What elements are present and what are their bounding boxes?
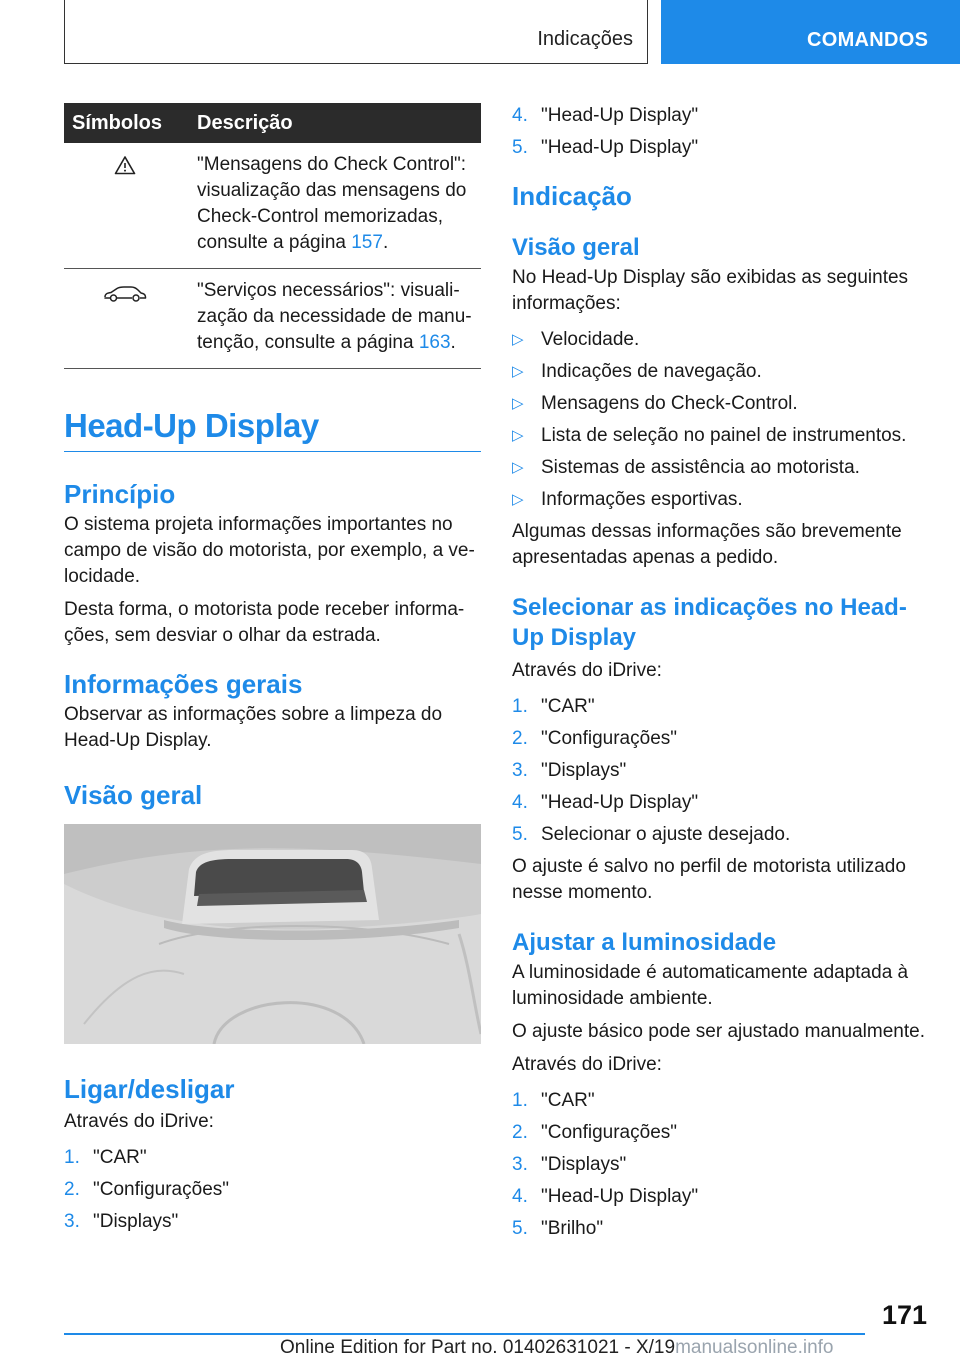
header-section-box bbox=[64, 0, 648, 64]
list-item: 1. "CAR" bbox=[64, 1147, 147, 1168]
footer-edition-text: Online Edition for Part no. 01402631021 - X/19 bbox=[280, 1337, 676, 1358]
left-column bbox=[64, 103, 481, 1241]
list-item: ▷ Velocidade. bbox=[512, 329, 640, 350]
right-column bbox=[512, 103, 932, 1248]
dashboard-illustration bbox=[64, 824, 481, 1044]
list-item: 4. "Head-Up Display" bbox=[512, 1186, 699, 1207]
list-item: 2. "Configurações" bbox=[512, 1122, 678, 1143]
list-item: ▷ Informações esportivas. bbox=[512, 489, 743, 510]
warning-triangle-icon bbox=[114, 155, 136, 175]
page-number: 171 bbox=[882, 1300, 928, 1330]
steps-list bbox=[512, 1088, 932, 1242]
heading-indicacao: Indicação bbox=[512, 181, 632, 211]
symbols-table bbox=[64, 103, 481, 369]
list-item: 3. "Displays" bbox=[512, 1154, 627, 1175]
paragraph: O sistema projeta informações importantes no campo de visão do motorista, por exemplo, a ve-locidade. bbox=[64, 514, 475, 587]
paragraph: O ajuste básico pode ser ajustado manualmente. bbox=[512, 1021, 925, 1042]
page-link-163[interactable]: 163 bbox=[418, 332, 451, 353]
paragraph: Desta forma, o motorista pode receber informa-ções, sem desviar o olhar da estrada. bbox=[64, 599, 465, 646]
heading-selecionar-indicacoes: Selecionar as indicações no Head-Up Display bbox=[512, 594, 907, 651]
paragraph: Através do iDrive: bbox=[512, 1054, 662, 1075]
list-item: 1. "CAR" bbox=[512, 1090, 595, 1111]
list-item: 3. "Displays" bbox=[64, 1211, 179, 1232]
heading-ajustar-luminosidade: Ajustar a luminosidade bbox=[512, 929, 777, 956]
heading-informacoes-gerais: Informações gerais bbox=[64, 669, 303, 699]
paragraph: Algumas dessas informações são brevemente apresentadas apenas a pedido. bbox=[512, 521, 902, 568]
paragraph: Através do iDrive: bbox=[512, 660, 662, 681]
list-item: 5. Selecionar o ajuste desejado. bbox=[512, 824, 791, 845]
heading-visao-geral: Visão geral bbox=[64, 780, 203, 810]
list-item: 1. "CAR" bbox=[512, 696, 595, 717]
table-row-text: "Serviços necessários": visuali-zação da necessidade de manu-tenção, consulte a página bbox=[197, 280, 472, 353]
header-section-title: Indicações bbox=[537, 28, 633, 50]
table-row: "Serviços necessários": visuali-zação da necessidade de manu-tenção, consulte a página 163. bbox=[64, 269, 481, 369]
list-item: ▷ Sistemas de assistência ao motorista. bbox=[512, 457, 860, 478]
footer-edition bbox=[280, 1337, 834, 1359]
list-item: ▷ Indicações de navegação. bbox=[512, 361, 762, 382]
paragraph: O ajuste é salvo no perfil de motorista utilizado nesse momento. bbox=[512, 856, 906, 903]
list-item: 3. "Displays" bbox=[512, 760, 627, 781]
list-item: ▷ Mensagens do Check-Control. bbox=[512, 393, 798, 414]
list-item: ▷ Lista de seleção no painel de instrumentos. bbox=[512, 425, 907, 446]
car-icon bbox=[102, 283, 148, 303]
info-bullet-list bbox=[512, 327, 932, 513]
steps-list bbox=[512, 694, 932, 848]
list-item: 5. "Head-Up Display" bbox=[512, 137, 699, 158]
steps-list bbox=[64, 1145, 481, 1235]
table-header-description: Descrição bbox=[185, 103, 481, 143]
footer-watermark: manualsonline.info bbox=[675, 1337, 834, 1358]
heading-visao-geral-right: Visão geral bbox=[512, 234, 640, 261]
list-item: 5. "Brilho" bbox=[512, 1218, 604, 1239]
header-chapter-title: COMANDOS bbox=[807, 29, 929, 51]
table-row: "Mensagens do Check Control": visualização das mensagens do Check-Control memorizadas, consulte a página 157. bbox=[64, 143, 481, 269]
paragraph: A luminosidade é automaticamente adaptada à luminosidade ambiente. bbox=[512, 962, 909, 1009]
header-chapter-tab bbox=[661, 0, 960, 64]
list-item: 4. "Head-Up Display" bbox=[512, 792, 699, 813]
heading-principio: Princípio bbox=[64, 479, 176, 509]
head-up-display-photo bbox=[64, 824, 481, 1044]
table-row-text: "Mensagens do Check Control": visualização das mensagens do Check-Control memorizadas, consulte a página bbox=[197, 154, 467, 253]
paragraph: Observar as informações sobre a limpeza do Head-Up Display. bbox=[64, 704, 443, 751]
list-item: 2. "Configurações" bbox=[512, 728, 678, 749]
footer-divider bbox=[64, 1333, 865, 1335]
list-item: 2. "Configurações" bbox=[64, 1179, 230, 1200]
list-item: 4. "Head-Up Display" bbox=[512, 105, 699, 126]
paragraph: Através do iDrive: bbox=[64, 1111, 214, 1132]
page-title: Head-Up Display bbox=[64, 407, 481, 452]
page-link-157[interactable]: 157 bbox=[351, 232, 383, 253]
table-header-symbols: Símbolos bbox=[64, 103, 185, 143]
heading-ligar-desligar: Ligar/desligar bbox=[64, 1074, 235, 1104]
steps-list-continued bbox=[512, 103, 932, 161]
paragraph: No Head-Up Display são exibidas as seguintes informações: bbox=[512, 267, 909, 314]
